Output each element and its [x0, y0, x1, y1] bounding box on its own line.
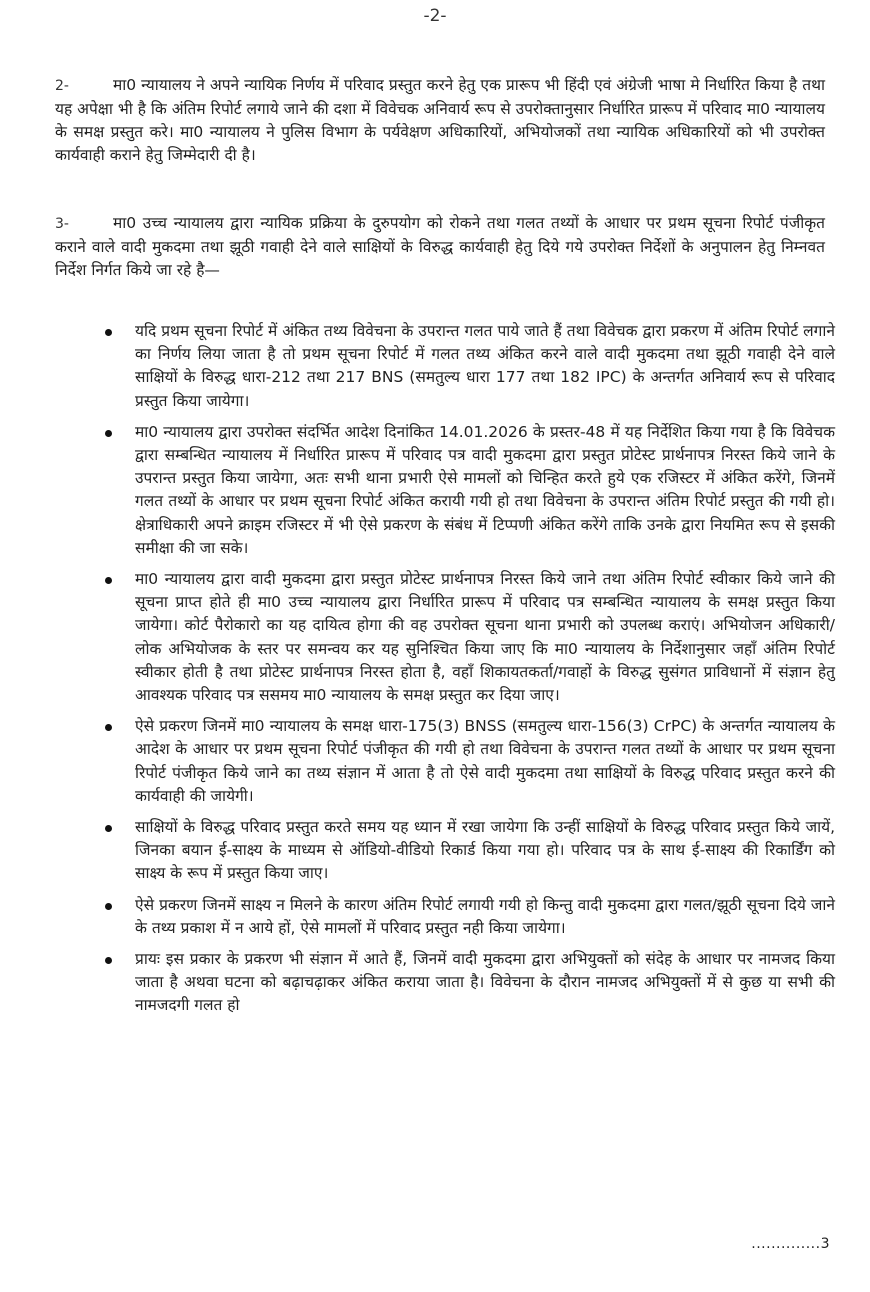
list-item	[105, 894, 835, 940]
list-item-text: साक्षियों के विरुद्ध परिवाद प्रस्तुत करते समय यह ध्यान में रखा जायेगा कि उन्हीं साक्षियों के विरुद्ध परिवाद प्रस्तुत किये जायें, जिनका बयान ई-साक्ष्य के माध्यम से ऑडियो-वीडियो रिकार्ड किया गया हो। परिवाद पत्र के साथ ई-साक्ष्य की रिकार्डिंग को साक्ष्य के रूप में प्रस्तुत किया जाए।	[135, 818, 835, 883]
list-item	[105, 568, 835, 707]
bullet-icon	[105, 430, 112, 437]
directive-list	[105, 320, 835, 1026]
paragraph-number: 2-	[55, 78, 69, 94]
list-item	[105, 715, 835, 808]
bullet-icon	[105, 903, 112, 910]
paragraph-text: मा0 न्यायालय ने अपने न्यायिक निर्णय में परिवाद प्रस्तुत करने हेतु एक प्रारूप भी हिंदी एवं अंग्रेजी भाषा मे निर्धारित किया है तथा यह अपेक्षा भी है कि अंतिम रिपोर्ट लगाये जाने की दशा में विवेचक अनिवार्य रूप से उपरोक्तानुसार निर्धारित प्रारूप में परिवाद मा0 न्यायालय के समक्ष प्रस्तुत करे। मा0 न्यायालय ने पुलिस विभाग के पर्यवेक्षण अधिकारियों, अभियोजकों तथा न्यायिक अधिकारियों को भी उपरोक्त कार्यवाही कराने हेतु जिम्मेदारी दी है।	[55, 76, 825, 164]
bullet-icon	[105, 329, 112, 336]
paragraph-number: 3-	[55, 216, 69, 232]
list-item-text: यदि प्रथम सूचना रिपोर्ट में अंकित तथ्य विवेचना के उपरान्त गलत पाये जाते हैं तथा विवेचक द्वारा प्रकरण में अंतिम रिपोर्ट लगाने का निर्णय लिया जाता है तो प्रथम सूचना रिपोर्ट में गलत तथ्य अंकित करने वाले वादी मुकदमा तथा झूठी गवाही देने वाले साक्षियों के विरुद्ध धारा-212 तथा 217 BNS (समतुल्य धारा 177 तथा 182 IPC) के अन्तर्गत अनिवार्य रूप से परिवाद प्रस्तुत किया जायेगा।	[135, 322, 835, 410]
list-item	[105, 421, 835, 560]
bullet-icon	[105, 724, 112, 731]
list-item	[105, 320, 835, 413]
paragraph-3	[55, 212, 825, 282]
continuation-marker: ..............3	[751, 1236, 830, 1252]
list-item-text: ऐसे प्रकरण जिनमें मा0 न्यायालय के समक्ष धारा-175(3) BNSS (समतुल्य धारा-156(3) CrPC) के अन्तर्गत न्यायालय के आदेश के आधार पर प्रथम सूचना रिपोर्ट पंजीकृत की गयी हो तथा विवेचना के उपरान्त गलत तथ्यों के आधार पर प्रथम सूचना रिपोर्ट पंजीकृत किये जाने का तथ्य संज्ञान में आता है तो ऐसे वादी मुकदमा तथा साक्षियों के विरुद्ध परिवाद प्रस्तुत करने की कार्यवाही की जायेगी।	[135, 717, 835, 805]
list-item-text: ऐसे प्रकरण जिनमें साक्ष्य न मिलने के कारण अंतिम रिपोर्ट लगायी गयी हो किन्तु वादी मुकदमा द्वारा गलत/झूठी सूचना दिये जाने के तथ्य प्रकाश में न आये हों, ऐसे मामलों में परिवाद प्रस्तुत नही किया जायेगा।	[135, 895, 835, 937]
page-number: -2-	[423, 6, 447, 26]
list-item	[105, 948, 835, 1018]
list-item-text: मा0 न्यायालय द्वारा उपरोक्त संदर्भित आदेश दिनांकित 14.01.2026 के प्रस्तर-48 में यह निर्देशित किया गया है कि विवेचक द्वारा सम्बन्धित न्यायालय में निर्धारित प्रारूप में परिवाद पत्र वादी मुकदमा द्वारा प्रस्तुत प्रोटेस्ट प्रार्थनापत्र निरस्त किये जाने के उपरान्त प्रस्तुत किया जायेगा, अतः सभी थाना प्रभारी ऐसे मामलों को चिन्हित करते हुये एक रजिस्टर में अंकित करेंगे, जिनमें गलत तथ्यों के आधार पर प्रथम सूचना रिपोर्ट अंकित करायी गयी हो तथा विवेचना के उपरान्त अंतिम रिपोर्ट प्रस्तुत की गयी हो। क्षेत्राधिकारी अपने क्राइम रजिस्टर में भी ऐसे प्रकरण के संबंध में टिप्पणी अंकित करेंगे ताकि उनके द्वारा नियमित रूप से इसकी समीक्षा की जा सके।	[135, 422, 835, 557]
list-item-text: प्रायः इस प्रकार के प्रकरण भी संज्ञान में आते हैं, जिनमें वादी मुकदमा द्वारा अभियुक्तों को संदेह के आधार पर नामजद किया जाता है अथवा घटना को बढ़ाचढ़ाकर अंकित कराया जाता है। विवेचना के दौरान नामजद अभियुक्तों में से कुछ या सभी की नामजदगी गलत हो	[135, 950, 835, 1015]
list-item-text: मा0 न्यायालय द्वारा वादी मुकदमा द्वारा प्रस्तुत प्रोटेस्ट प्रार्थनापत्र निरस्त किये जाने तथा अंतिम रिपोर्ट स्वीकार किये जाने की सूचना प्राप्त होते ही मा0 उच्च न्यायालय द्वारा निर्धारित प्रारूप में परिवाद पत्र सम्बन्धित न्यायालय के समक्ष प्रस्तुत किया जायेगा। कोर्ट पैरोकारो का यह दायित्व होगा की वह उपरोक्त सूचना थाना प्रभारी को उपलब्ध कराएं। अभियोजन अधिकारी/लोक अभियोजक के स्तर पर समन्वय कर यह सुनिश्चित किया जाए कि मा0 न्यायालय के निर्देशानुसार जहाँ अंतिम रिपोर्ट स्वीकार होती है तथा प्रोटेस्ट प्रार्थनापत्र निरस्त होता है, वहाँ शिकायतकर्ता/गवाहों के विरुद्ध सुसंगत प्राविधानों में संज्ञान हेतु आवश्यक परिवाद पत्र ससमय मा0 न्यायालय के समक्ष प्रस्तुत कर दिया जाए।	[135, 570, 835, 705]
bullet-icon	[105, 577, 112, 584]
bullet-icon	[105, 957, 112, 964]
paragraph-text: मा0 उच्च न्यायालय द्वारा न्यायिक प्रक्रिया के दुरुपयोग को रोकने तथा गलत तथ्यों के आधार पर प्रथम सूचना रिपोर्ट पंजीकृत कराने वाले वादी मुकदमा तथा झूठी गवाही देने वाले साक्षियों के विरुद्ध कार्यवाही हेतु दिये गये उपरोक्त निर्देशों के अनुपालन हेतु निम्नवत निर्देश निर्गत किये जा रहे है—	[55, 214, 825, 279]
list-item	[105, 816, 835, 886]
bullet-icon	[105, 825, 112, 832]
paragraph-2	[55, 74, 825, 167]
